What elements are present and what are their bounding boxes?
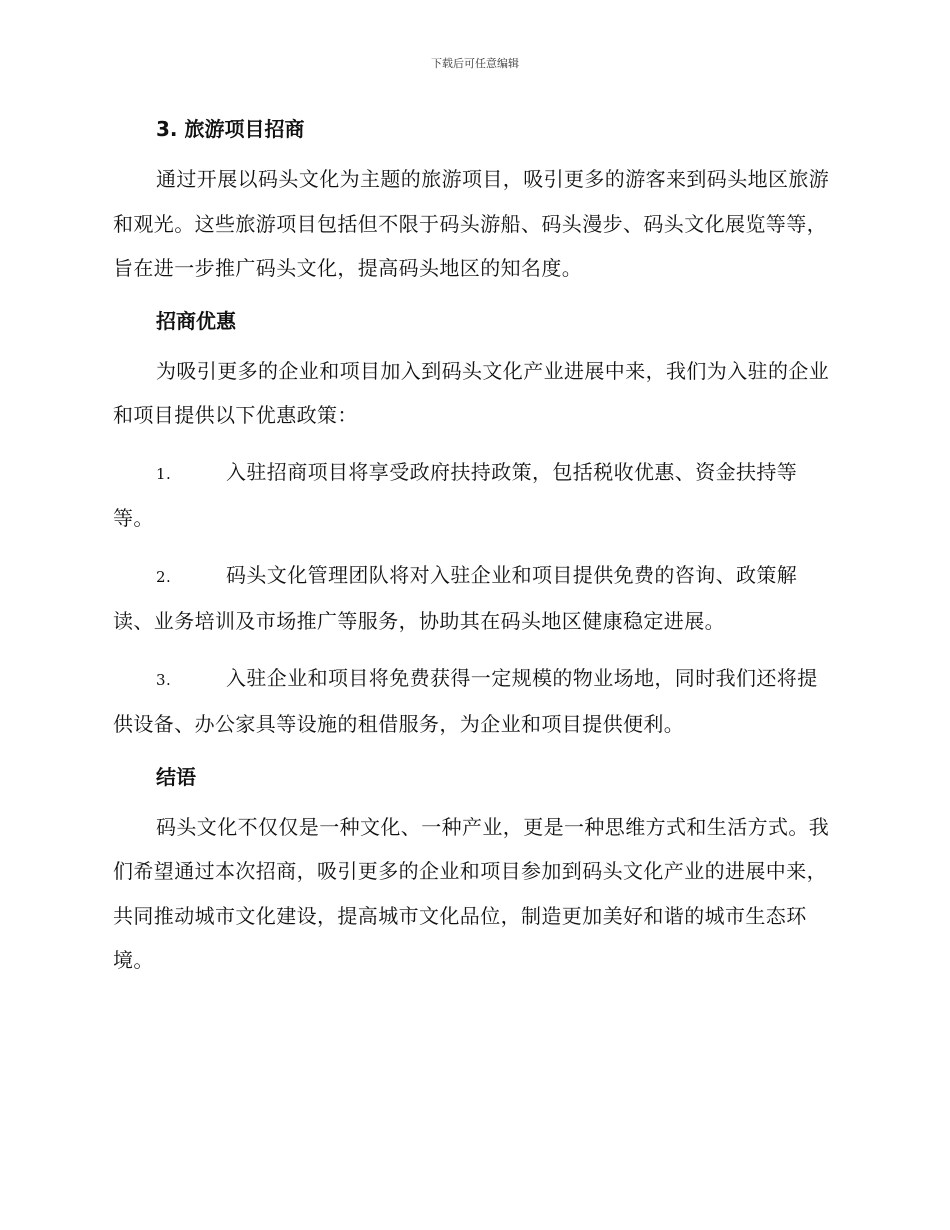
page-header: 下载后可任意编辑 [431, 57, 519, 70]
list-item [113, 656, 837, 747]
conclusion-paragraph: 码头文化不仅仅是一种文化、一种产业，更是一种思维方式和生活方式。我们希望通过本次招商，吸引更多的企业和项目参加到码头文化产业的进展中来，共同推动城市文化建设，提高城市文化品位，制造更加美好和谐的城市生态环境。 [113, 814, 830, 972]
list-item-number: 2. [156, 567, 172, 586]
incentives-intro: 为吸引更多的企业和项目加入到码头文化产业进展中来，我们为入驻的企业和项目提供以下优惠政策： [113, 358, 830, 427]
list-item-text: 入驻招商项目将享受政府扶持政策，包括税收优惠、资金扶持等等。 [113, 459, 798, 530]
section-heading-tourism: 3. 旅游项目招商 [156, 117, 305, 141]
list-item-number: 3. [156, 670, 172, 689]
list-item-text: 入驻企业和项目将免费获得一定规模的物业场地，同时我们还将提供设备、办公家具等设施的租借服务，为企业和项目提供便利。 [113, 665, 818, 736]
section-heading-conclusion: 结语 [156, 764, 196, 789]
list-item [113, 553, 837, 644]
tourism-paragraph: 通过开展以码头文化为主题的旅游项目，吸引更多的游客来到码头地区旅游和观光。这些旅游项目包括但不限于码头游船、码头漫步、码头文化展览等等，旨在进一步推广码头文化，提高码头地区的知名度。 [113, 167, 830, 280]
list-item-number: 1. [156, 464, 172, 483]
list-item-text: 码头文化管理团队将对入驻企业和项目提供免费的咨询、政策解读、业务培训及市场推广等服务，协助其在码头地区健康稳定进展。 [113, 562, 798, 633]
section-heading-incentives: 招商优惠 [156, 308, 236, 333]
document-body [113, 113, 837, 983]
list-item [113, 450, 837, 541]
